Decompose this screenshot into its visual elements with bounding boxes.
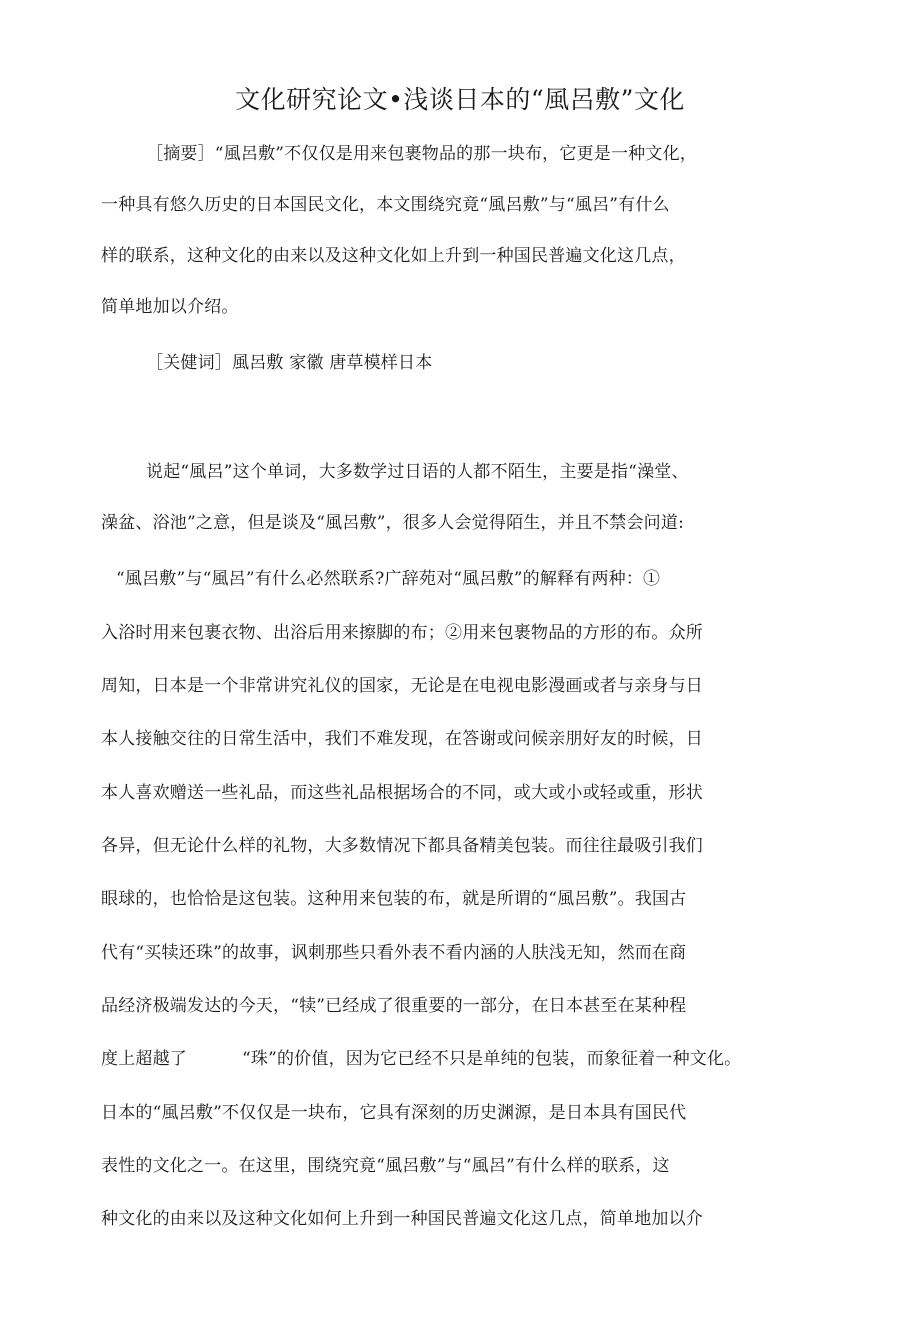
abstract-line: 简单地加以介绍。 [101, 297, 239, 317]
body-line: 日本的“風呂敷”不仅仅是一块布，它具有深刻的历史渊源，是日本具有国民代 [101, 1103, 687, 1123]
body-line: 种文化的由来以及这种文化如何上升到一种国民普遍文化这几点，简单地加以介 [101, 1209, 703, 1229]
body-line: 代有“买犊还珠”的故事，讽刺那些只看外表不看内涵的人肤浅无知，然而在商 [101, 943, 687, 963]
body-line-split [101, 1046, 741, 1072]
body-line: 本人接触交往的日常生活中，我们不难发现，在答谢或问候亲朋好友的时候，日 [101, 729, 703, 749]
body-line: 表性的文化之一。在这里，围绕究竟“風呂敷”与“風呂”有什么样的联系，这 [101, 1156, 670, 1176]
body-line: 说起“風呂”这个单词，大多数学过日语的人都不陌生，主要是指“澡堂、 [146, 462, 689, 482]
body-line: 入浴时用来包裹衣物、出浴后用来擦脚的布；②用来包裹物品的方形的布。众所 [101, 623, 703, 643]
document-title: 文化研究论文•浅谈日本的“風呂敷”文化 [235, 85, 685, 114]
body-line: 眼球的，也恰恰是这包装。这种用来包装的布，就是所谓的“風呂敷”。我国古 [101, 889, 687, 909]
body-line: 品经济极端发达的今天，“犊”已经成了很重要的一部分，在日本甚至在某种程 [101, 996, 687, 1016]
body-line: 本人喜欢赠送一些礼品，而这些礼品根据场合的不同，或大或小或轻或重，形状 [101, 783, 703, 803]
keywords-line: ［关健词］風呂敷 家徽 唐草模样日本 [146, 353, 433, 373]
abstract-line: ［摘要］“風呂敷”不仅仅是用来包裹物品的那一块布，它更是一种文化， [146, 144, 697, 164]
abstract-line: 一种具有悠久历史的日本国民文化，本文围绕究竟“風呂敷”与“風呂”有什么 [101, 195, 670, 215]
body-line: 各异，但无论什么样的礼物，大多数情况下都具备精美包装。而往往最吸引我们 [101, 836, 703, 856]
body-line: “風呂敷”与“風呂”有什么必然联系?广辞苑对“風呂敷”的解释有两种：① [116, 569, 661, 589]
abstract-line: 样的联系，这种文化的由来以及这种文化如上升到一种国民普遍文化这几点， [101, 246, 686, 266]
body-line-split-before: 度上超越了 [101, 1049, 187, 1069]
body-line: 澡盆、浴池”之意，但是谈及“風呂敷”，很多人会觉得陌生，并且不禁会问道: [101, 513, 684, 533]
body-line: 周知，日本是一个非常讲究礼仪的国家，无论是在电视电影漫画或者与亲身与日 [101, 676, 703, 696]
body-line-split-after: “珠”的价值，因为它已经不只是单纯的包装，而象征着一种文化。 [242, 1049, 742, 1069]
